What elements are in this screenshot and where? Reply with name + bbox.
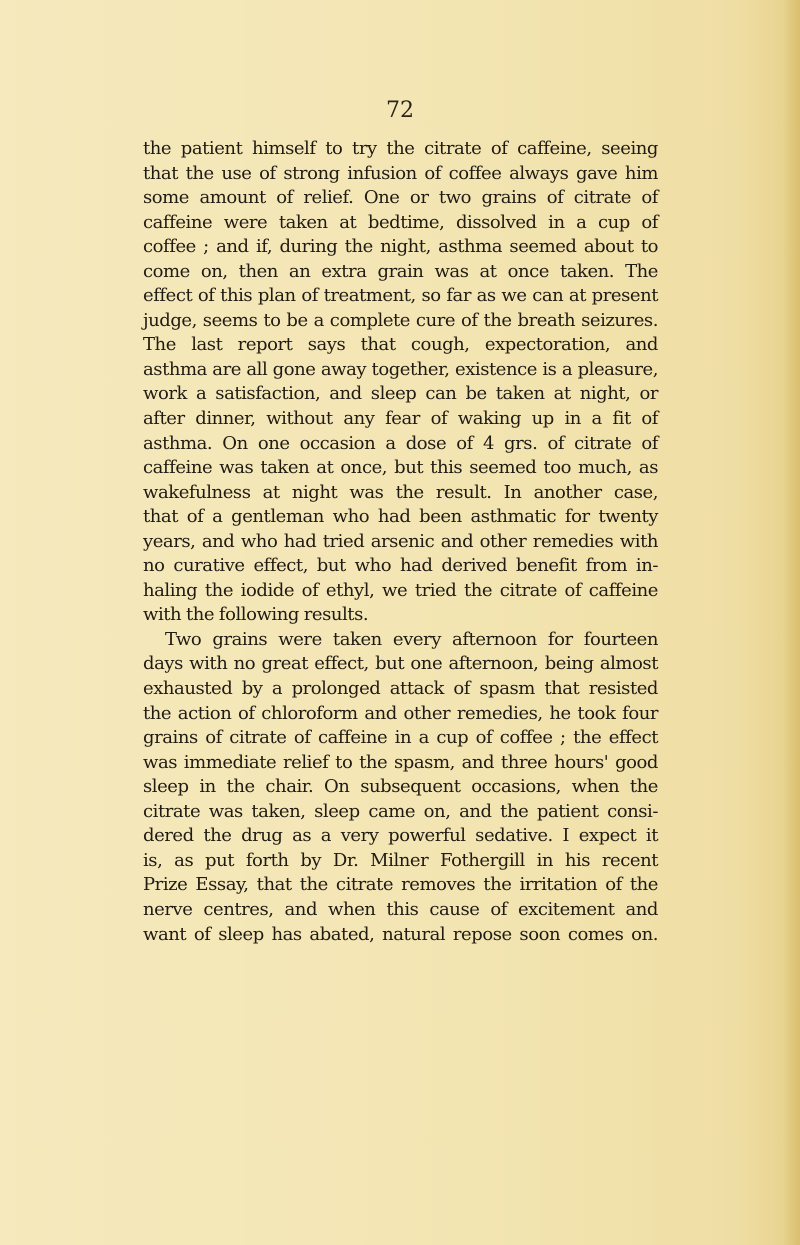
text-line: caffeine was taken at once, but this seemed too much, as xyxy=(143,457,658,479)
text-line: some amount of relief. One or two grains of citrate of xyxy=(143,187,658,209)
text-line: haling the iodide of ethyl, we tried the citrate of caffeine xyxy=(143,579,658,601)
text-line: days with no great effect, but one afternoon, being almost xyxy=(143,653,658,675)
text-line: no curative effect, but who had derived benefit from in- xyxy=(143,555,658,577)
text-line: nerve centres, and when this cause of excitement and xyxy=(143,898,658,920)
text-line: was immediate relief to the spasm, and three hours' good xyxy=(143,751,658,773)
text-line: Two grains were taken every afternoon for fourteen xyxy=(165,628,658,650)
text-line: want of sleep has abated, natural repose soon comes on. xyxy=(143,923,658,945)
text-line: grains of citrate of caffeine in a cup of coffee ; the effect xyxy=(143,727,658,749)
text-line: coffee ; and if, during the night, asthma seemed about to xyxy=(143,236,658,258)
text-line: come on, then an extra grain was at once taken. The xyxy=(143,260,658,282)
text-line: wakefulness at night was the result. In another case, xyxy=(143,481,658,503)
text-line: after dinner, without any fear of waking up in a fit of xyxy=(143,408,658,430)
text-line: is, as put forth by Dr. Milner Fothergill in his recent xyxy=(143,849,658,871)
text-line: citrate was taken, sleep came on, and the patient consi- xyxy=(143,800,658,822)
text-line: The last report says that cough, expectoration, and xyxy=(143,334,658,356)
text-line: exhausted by a prolonged attack of spasm that resisted xyxy=(143,678,658,700)
text-line: the patient himself to try the citrate of caffeine, seeing xyxy=(143,138,658,159)
text-line: with the following results. xyxy=(143,604,369,626)
text-line: effect of this plan of treatment, so far as we can at present xyxy=(143,285,658,307)
text-line: asthma. On one occasion a dose of 4 grs. of citrate of xyxy=(143,432,658,454)
text-line: that of a gentleman who had been asthmatic for twenty xyxy=(143,506,658,528)
text-line: caffeine were taken at bedtime, dissolved in a cup of xyxy=(143,211,658,233)
text-line: that the use of strong infusion of coffee always gave him xyxy=(143,162,658,184)
text-line: Prize Essay, that the citrate removes the irritation of the xyxy=(143,874,658,896)
text-line: years, and who had tried arsenic and other remedies with xyxy=(143,530,658,552)
text-line: asthma are all gone away together, existence is a pleasure, xyxy=(143,358,658,380)
text-line: sleep in the chair. On subsequent occasions, when the xyxy=(143,776,658,798)
page-edge-shadow xyxy=(782,0,800,1245)
text-line: the action of chloroform and other remedies, he took four xyxy=(143,702,658,724)
text-line: judge, seems to be a complete cure of the breath seizures. xyxy=(143,309,658,331)
text-line: dered the drug as a very powerful sedative. I expect it xyxy=(143,825,658,847)
page-number: 72 xyxy=(386,98,414,123)
body-text xyxy=(143,137,658,947)
text-line: work a satisfaction, and sleep can be taken at night, or xyxy=(143,383,658,405)
